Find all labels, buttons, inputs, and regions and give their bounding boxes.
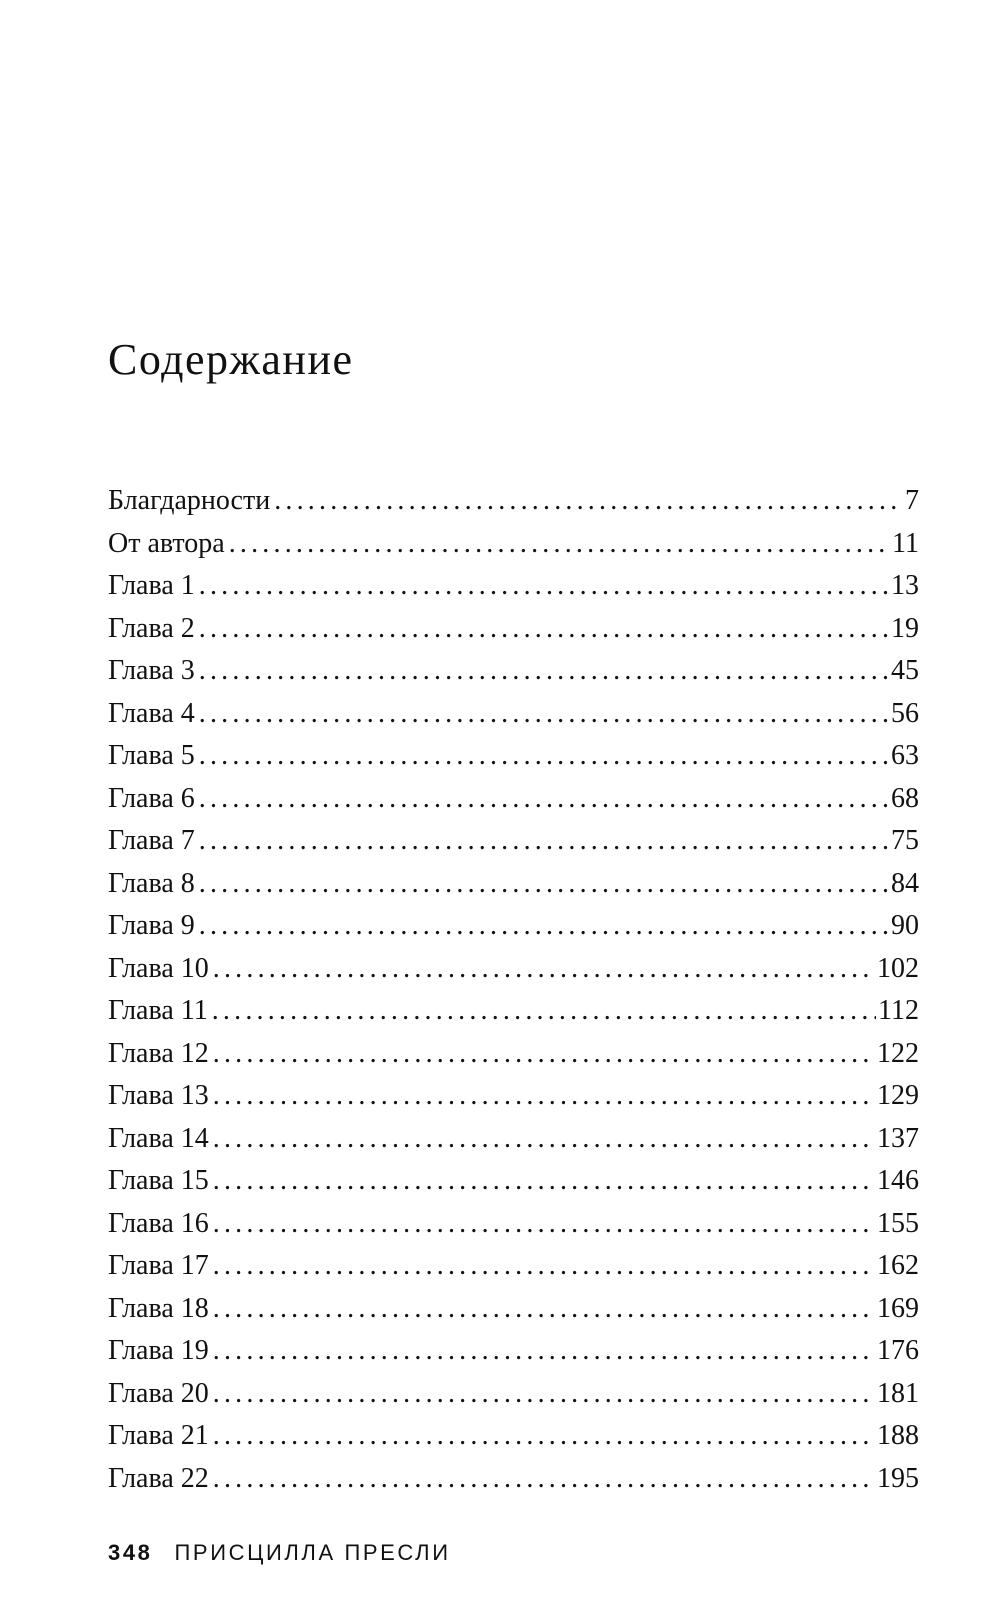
toc-entry-label: Глава 16 — [108, 1207, 209, 1239]
toc-entry-label: Глава 4 — [108, 697, 195, 729]
toc-entry-page: 129 — [877, 1080, 919, 1111]
toc-entry-label: От автора — [108, 527, 225, 559]
table-of-contents — [108, 480, 919, 1500]
dot-leader — [199, 735, 889, 778]
toc-entry-page: 19 — [891, 612, 919, 644]
toc-entry-page: 188 — [877, 1420, 919, 1451]
toc-entry — [108, 1458, 919, 1501]
toc-entry-page: 11 — [892, 527, 919, 559]
toc-entry-page: 176 — [877, 1335, 919, 1366]
toc-entry-label: Глава 3 — [108, 655, 195, 686]
toc-entry — [108, 650, 919, 693]
dot-leader — [213, 1415, 875, 1458]
dot-leader — [199, 820, 889, 863]
dot-leader — [213, 1160, 875, 1203]
dot-leader — [213, 948, 875, 991]
toc-entry-page: 90 — [891, 910, 919, 941]
toc-entry-label: Глава 19 — [108, 1335, 209, 1366]
toc-entry — [108, 778, 919, 821]
toc-entry-label: Глава 17 — [108, 1250, 209, 1281]
dot-leader — [213, 1075, 875, 1118]
toc-entry — [108, 693, 919, 736]
toc-entry — [108, 480, 919, 523]
dot-leader — [199, 693, 889, 736]
toc-entry-label: Глава 12 — [108, 1037, 209, 1069]
toc-entry-page: 102 — [877, 952, 919, 984]
dot-leader — [213, 1330, 875, 1373]
toc-entry — [108, 863, 919, 906]
toc-entry-page: 181 — [877, 1377, 919, 1409]
toc-entry — [108, 1288, 919, 1331]
toc-entry-label: Благдарности — [108, 485, 271, 516]
toc-entry — [108, 1330, 919, 1373]
toc-entry — [108, 735, 919, 778]
toc-entry-label: Глава 6 — [108, 782, 195, 814]
toc-entry — [108, 1245, 919, 1288]
toc-entry — [108, 1033, 919, 1076]
toc-entry-page: 13 — [891, 570, 919, 601]
toc-entry-page: 195 — [877, 1462, 919, 1494]
dot-leader — [213, 1203, 875, 1246]
toc-entry — [108, 1373, 919, 1416]
dot-leader — [199, 778, 889, 821]
running-title: ПРИСЦИЛЛА ПРЕСЛИ — [174, 1540, 451, 1565]
toc-entry-page: 68 — [891, 782, 919, 814]
toc-entry-label: Глава 22 — [108, 1462, 209, 1494]
dot-leader — [199, 863, 889, 906]
toc-entry-page: 112 — [878, 995, 919, 1026]
toc-entry-page: 7 — [905, 485, 919, 516]
toc-entry-label: Глава 14 — [108, 1122, 209, 1154]
toc-entry-label: Глава 1 — [108, 570, 195, 601]
toc-entry — [108, 1118, 919, 1161]
toc-entry-page: 75 — [891, 825, 919, 856]
toc-entry — [108, 608, 919, 651]
dot-leader — [213, 1245, 875, 1288]
toc-entry — [108, 1075, 919, 1118]
dot-leader — [213, 1033, 875, 1076]
toc-entry-page: 84 — [891, 867, 919, 899]
dot-leader — [199, 608, 889, 651]
toc-entry-page: 146 — [877, 1165, 919, 1196]
toc-entry-page: 122 — [877, 1037, 919, 1069]
page-title: Содержание — [108, 335, 354, 384]
toc-entry — [108, 523, 919, 566]
toc-entry — [108, 1415, 919, 1458]
toc-entry-page: 155 — [877, 1207, 919, 1239]
toc-entry-page: 137 — [877, 1122, 919, 1154]
toc-entry-page: 162 — [877, 1250, 919, 1281]
dot-leader — [274, 480, 903, 523]
toc-entry — [108, 1203, 919, 1246]
toc-entry-label: Глава 2 — [108, 612, 195, 644]
toc-entry — [108, 1160, 919, 1203]
toc-entry — [108, 905, 919, 948]
toc-entry-label: Глава 13 — [108, 1080, 209, 1111]
toc-entry — [108, 948, 919, 991]
toc-entry-label: Глава 5 — [108, 740, 195, 771]
dot-leader — [213, 1118, 875, 1161]
dot-leader — [199, 565, 889, 608]
toc-entry — [108, 820, 919, 863]
toc-entry-label: Глава 18 — [108, 1292, 209, 1324]
toc-entry-label: Глава 7 — [108, 825, 195, 856]
dot-leader — [213, 1458, 875, 1501]
toc-entry-page: 169 — [877, 1292, 919, 1324]
dot-leader — [199, 650, 889, 693]
toc-entry-page: 63 — [891, 740, 919, 771]
dot-leader — [199, 905, 889, 948]
toc-entry-label: Глава 11 — [108, 995, 208, 1026]
toc-entry-label: Глава 9 — [108, 910, 195, 941]
dot-leader — [212, 990, 876, 1033]
toc-entry-page: 56 — [891, 697, 919, 729]
dot-leader — [213, 1373, 875, 1416]
toc-entry-label: Глава 21 — [108, 1420, 209, 1451]
dot-leader — [229, 523, 890, 566]
dot-leader — [213, 1288, 875, 1331]
toc-entry-label: Глава 20 — [108, 1377, 209, 1409]
toc-entry-label: Глава 8 — [108, 867, 195, 899]
toc-entry — [108, 990, 919, 1033]
running-footer — [108, 1538, 451, 1568]
toc-entry-page: 45 — [891, 655, 919, 686]
toc-entry-label: Глава 10 — [108, 952, 209, 984]
toc-entry-label: Глава 15 — [108, 1165, 209, 1196]
toc-entry — [108, 565, 919, 608]
page-number: 348 — [108, 1540, 153, 1565]
